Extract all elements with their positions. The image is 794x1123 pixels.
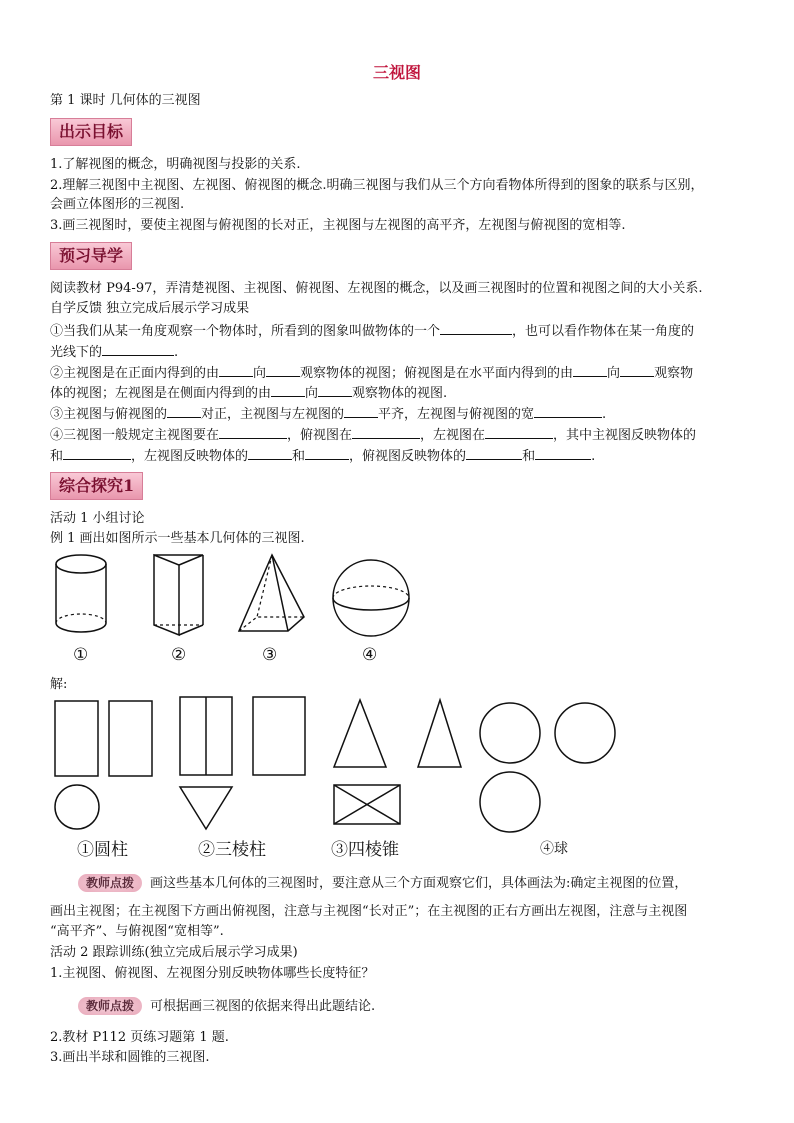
activity-2-q3: 3.画出半球和圆锥的三视图. — [50, 1050, 210, 1065]
q2-text: 体的视图；左视图是在侧面内得到的由 — [50, 386, 272, 401]
prism-views — [180, 697, 305, 829]
tip-text: 可根据画三视图的依据来得出此题结论. — [150, 999, 376, 1014]
q2-text: 向 — [253, 366, 267, 381]
prism-figure — [154, 555, 203, 635]
q2-text: 向 — [607, 366, 621, 381]
solid-number: ① — [73, 645, 89, 665]
sphere-figure — [333, 560, 409, 636]
preview-feedback: 自学反馈 独立完成后展示学习成果 — [50, 301, 250, 316]
page-title: 三视图 — [372, 63, 421, 82]
blank[interactable] — [266, 363, 300, 377]
blank[interactable] — [318, 383, 352, 397]
cylinder-figure — [56, 555, 106, 632]
pyramid-figure — [239, 555, 304, 631]
blank[interactable] — [248, 446, 292, 460]
solid-number: ② — [171, 645, 187, 665]
activity-1-heading: 活动 1 小组讨论 — [50, 511, 145, 526]
q4-text: ，左视图反映物体的 — [131, 449, 249, 464]
blank[interactable] — [573, 363, 607, 377]
blank[interactable] — [534, 404, 602, 418]
sphere-views — [480, 703, 615, 832]
question-1-cont — [50, 342, 178, 362]
q4-text: 和 — [50, 449, 64, 464]
q2-text: 向 — [305, 386, 319, 401]
solid-number: ④ — [362, 645, 378, 665]
cylinder-views — [55, 701, 152, 829]
tip-text: 画这些基本几何体的三视图时，要注意从三个方面观察它们，具体画法为:确定主视图的位置， — [150, 876, 688, 891]
q4-text: ，俯视图反映物体的 — [349, 449, 467, 464]
preview-read: 阅读教材 P94-97，弄清楚视图、主视图、俯视图、左视图的概念，以及画三视图时的位置和视图之间的大小关系. — [50, 281, 703, 296]
tip-1 — [78, 874, 687, 893]
teacher-tip-badge: 教师点拨 — [78, 997, 142, 1015]
label-pyramid: ③四棱锥 — [331, 840, 399, 860]
q2-text: 观察物体的视图；俯视图是在水平面内得到的由 — [300, 366, 574, 381]
question-3 — [50, 404, 606, 424]
activity-2-q2: 2.教材 P112 页练习题第 1 题. — [50, 1030, 229, 1045]
goal-3: 3.画三视图时，要使主视图与俯视图的长对正，主视图与左视图的高平齐，左视图与俯视图的宽相等. — [50, 218, 626, 233]
q4-text: ，其中主视图反映物体的 — [553, 428, 697, 443]
teacher-tip-badge: 教师点拨 — [78, 874, 142, 892]
blank[interactable] — [219, 363, 253, 377]
q4-text: . — [591, 449, 596, 464]
q3-text: . — [602, 407, 607, 422]
question-2-cont — [50, 383, 447, 403]
question-1 — [50, 321, 694, 341]
q2-text: ②主视图是在正面内得到的由 — [50, 366, 220, 381]
goal-1: 1.了解视图的概念，明确视图与投影的关系. — [50, 157, 301, 172]
q4-text: 和 — [292, 449, 306, 464]
blank[interactable] — [102, 342, 174, 356]
label-sphere: ④球 — [540, 841, 568, 857]
q4-text: 和 — [522, 449, 536, 464]
section-preview: 预习导学 — [50, 242, 132, 270]
solid-number: ③ — [262, 645, 278, 665]
solids-figure — [0, 545, 794, 865]
q1-text: . — [174, 345, 179, 360]
label-cylinder: ①圆柱 — [77, 840, 128, 860]
label-prism: ②三棱柱 — [198, 840, 266, 860]
q1-text: 光线下的 — [50, 345, 103, 360]
activity-2-heading: 活动 2 跟踪训练(独立完成后展示学习成果) — [50, 945, 298, 960]
q2-text: 观察物体的视图. — [352, 386, 448, 401]
q4-text: ，左视图在 — [420, 428, 486, 443]
blank[interactable] — [535, 446, 591, 460]
lesson-subtitle: 第 1 课时 几何体的三视图 — [50, 93, 201, 108]
blank[interactable] — [344, 404, 378, 418]
blank[interactable] — [305, 446, 349, 460]
blank[interactable] — [352, 425, 420, 439]
goal-2-cont: 会画立体图形的三视图. — [50, 197, 185, 212]
q3-text: 平齐，左视图与俯视图的宽 — [378, 407, 535, 422]
section-goals: 出示目标 — [50, 118, 132, 146]
blank[interactable] — [440, 321, 512, 335]
pyramid-views — [334, 700, 461, 824]
q3-text: 对正，主视图与左视图的 — [201, 407, 345, 422]
blank[interactable] — [271, 383, 305, 397]
tip-1-cont2: “高平齐”、与俯视图“宽相等”. — [50, 924, 224, 939]
question-4 — [50, 425, 696, 445]
q1-text: ，也可以看作物体在某一角度的 — [512, 324, 695, 339]
blank[interactable] — [219, 425, 287, 439]
activity-2-q1: 1.主视图、俯视图、左视图分别反映物体哪些长度特征？ — [50, 966, 375, 981]
example-1: 例 1 画出如图所示一些基本几何体的三视图. — [50, 531, 305, 546]
blank[interactable] — [620, 363, 654, 377]
question-4-cont — [50, 446, 595, 466]
tip-2 — [78, 997, 375, 1016]
section-explore: 综合探究1 — [50, 472, 143, 500]
goal-2: 2.理解三视图中主视图、左视图、俯视图的概念.明确三视图与我们从三个方向看物体所得到的图象的联系与区别， — [50, 178, 704, 193]
tip-1-cont: 画出主视图；在主视图下方画出俯视图，注意与主视图“长对正”；在主视图的正右方画出左视图，注意与主视图 — [50, 904, 688, 919]
q1-text: ①当我们从某一角度观察一个物体时，所看到的图象叫做物体的一个 — [50, 324, 441, 339]
q2-text: 观察物 — [654, 366, 694, 381]
q4-text: ，俯视图在 — [287, 428, 353, 443]
q4-text: ④三视图一般规定主视图要在 — [50, 428, 220, 443]
q3-text: ③主视图与俯视图的 — [50, 407, 168, 422]
answer-label: 解: — [50, 677, 68, 692]
blank[interactable] — [167, 404, 201, 418]
blank[interactable] — [466, 446, 522, 460]
blank[interactable] — [63, 446, 131, 460]
blank[interactable] — [485, 425, 553, 439]
question-2 — [50, 363, 693, 383]
